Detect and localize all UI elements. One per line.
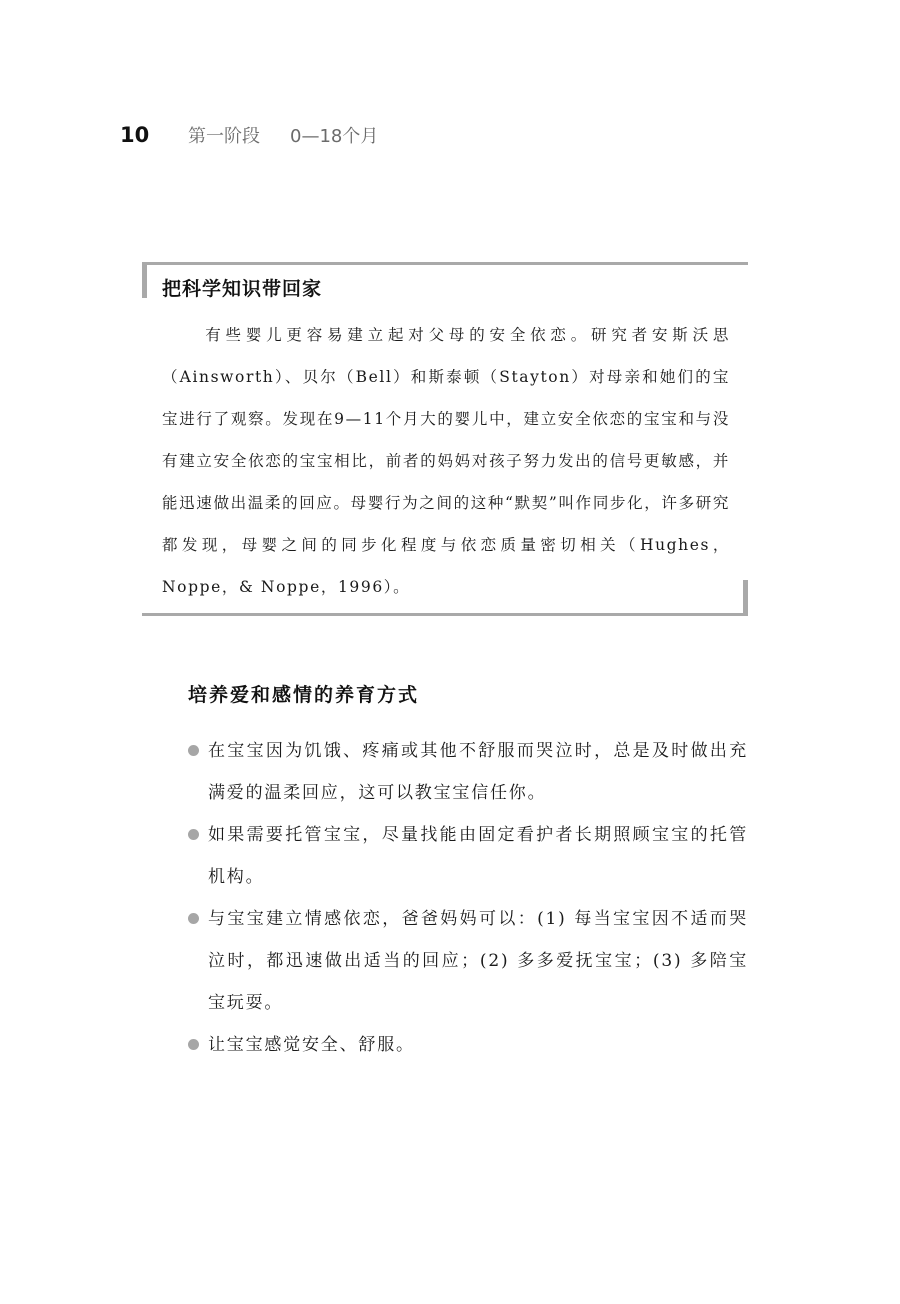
box-body-text: 有些婴儿更容易建立起对父母的安全依恋。研究者安斯沃思（Ainsworth）、贝尔（Bell）和斯泰顿（Stayton）对母亲和她们的宝宝进行了观察。发现在9—11个月大的婴儿中，建立安全依恋的宝宝和与没有建立安全依恋的宝宝相比，前者的妈妈对孩子努力发出的信号更敏感，并能迅速做出温柔的回应。母婴行为之间的这种“默契”叫作同步化，许多研究都发现，母婴之间的同步化程度与依恋质量密切相关（Hughes，Noppe，& Noppe，1996）。 <box>162 326 730 596</box>
box-left-bar <box>142 262 147 298</box>
list-item <box>188 730 748 814</box>
tips-list <box>188 730 748 1066</box>
list-item-text: 与宝宝建立情感依恋，爸爸妈妈可以：(1) 每当宝宝因不适而哭泣时，都迅速做出适当的回应；(2) 多多爱抚宝宝；(3) 多陪宝宝玩耍。 <box>208 909 748 1013</box>
box-top-rule <box>142 262 748 265</box>
running-head <box>120 122 378 152</box>
box-right-bar <box>743 580 748 616</box>
box-title: 把科学知识带回家 <box>162 278 323 300</box>
page-number: 10 <box>120 123 150 147</box>
list-item-text: 在宝宝因为饥饿、疼痛或其他不舒服而哭泣时，总是及时做出充满爱的温柔回应，这可以教宝宝信任你。 <box>208 741 748 803</box>
science-sidebar-box <box>142 262 748 617</box>
bullet-dot-icon <box>188 1039 199 1050</box>
list-item <box>188 1024 748 1066</box>
list-item-text: 如果需要托管宝宝，尽量找能由固定看护者长期照顾宝宝的托管机构。 <box>208 825 748 887</box>
tips-title: 培养爱和感情的养育方式 <box>188 684 420 706</box>
list-item-text: 让宝宝感觉安全、舒服。 <box>208 1035 415 1055</box>
bullet-dot-icon <box>188 913 199 924</box>
list-item <box>188 898 748 1024</box>
bullet-dot-icon <box>188 829 199 840</box>
box-body-paragraph <box>162 314 730 608</box>
list-item <box>188 814 748 898</box>
bullet-dot-icon <box>188 745 199 756</box>
section-label: 第一阶段 <box>188 126 260 147</box>
section-range: 0—18个月 <box>290 126 379 147</box>
box-bottom-rule <box>142 613 748 616</box>
